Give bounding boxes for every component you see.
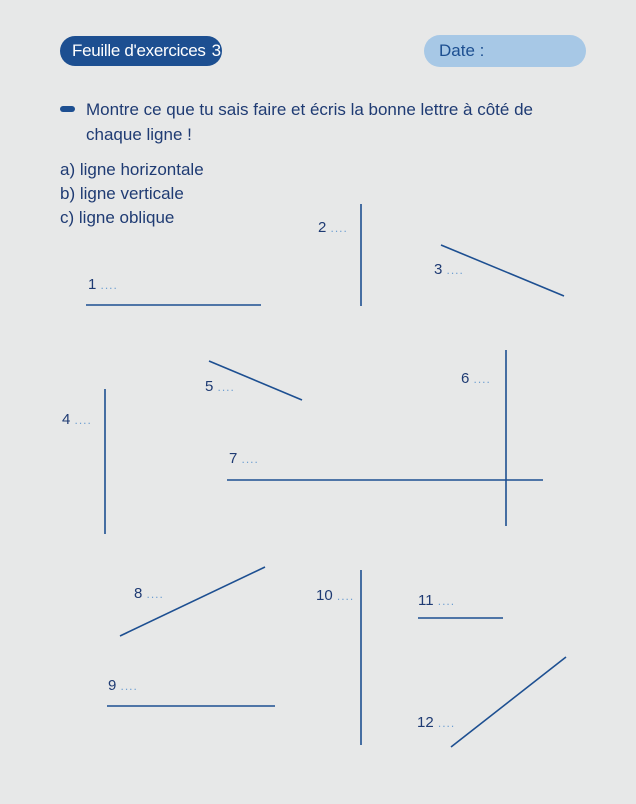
sheet-number: 3	[211, 41, 221, 60]
answer-blank[interactable]: ....	[437, 716, 456, 730]
answer-blank[interactable]: ....	[74, 413, 92, 427]
label-12: 12 ....	[417, 714, 456, 731]
option-horizontal: a) ligne horizontale	[60, 160, 204, 179]
answer-blank[interactable]: ....	[330, 221, 348, 235]
label-2: 2 ....	[318, 219, 348, 236]
sheet-title: Feuille d'exercices	[72, 41, 206, 60]
option-oblique: c) ligne oblique	[60, 208, 175, 227]
answer-blank[interactable]: ....	[217, 380, 235, 394]
label-3: 3 ....	[434, 261, 464, 278]
option-vertical: b) ligne verticale	[60, 184, 184, 203]
line-12	[451, 657, 566, 747]
answer-blank[interactable]: ....	[336, 589, 355, 603]
label-7: 7 ....	[229, 450, 259, 467]
label-9: 9 ....	[108, 677, 138, 694]
answer-blank[interactable]: ....	[146, 587, 164, 601]
answer-blank[interactable]: ....	[241, 452, 259, 466]
answer-blank[interactable]: ....	[473, 372, 491, 386]
label-10: 10 ....	[316, 587, 355, 604]
instruction-text: Montre ce que tu sais faire et écris la bonne lettre à côté de chaque ligne !	[86, 100, 533, 144]
answer-blank[interactable]: ....	[100, 278, 118, 292]
date-label: Date :	[439, 41, 485, 60]
label-6: 6 ....	[461, 370, 491, 387]
label-11: 11 ....	[418, 592, 456, 609]
answer-blank[interactable]: ....	[120, 679, 138, 693]
label-4: 4 ....	[62, 411, 92, 428]
answer-blank[interactable]: ....	[437, 594, 456, 608]
label-8: 8 ....	[134, 585, 164, 602]
answer-blank[interactable]: ....	[446, 263, 464, 277]
label-1: 1 ....	[88, 276, 118, 293]
label-5: 5 ....	[205, 378, 235, 395]
